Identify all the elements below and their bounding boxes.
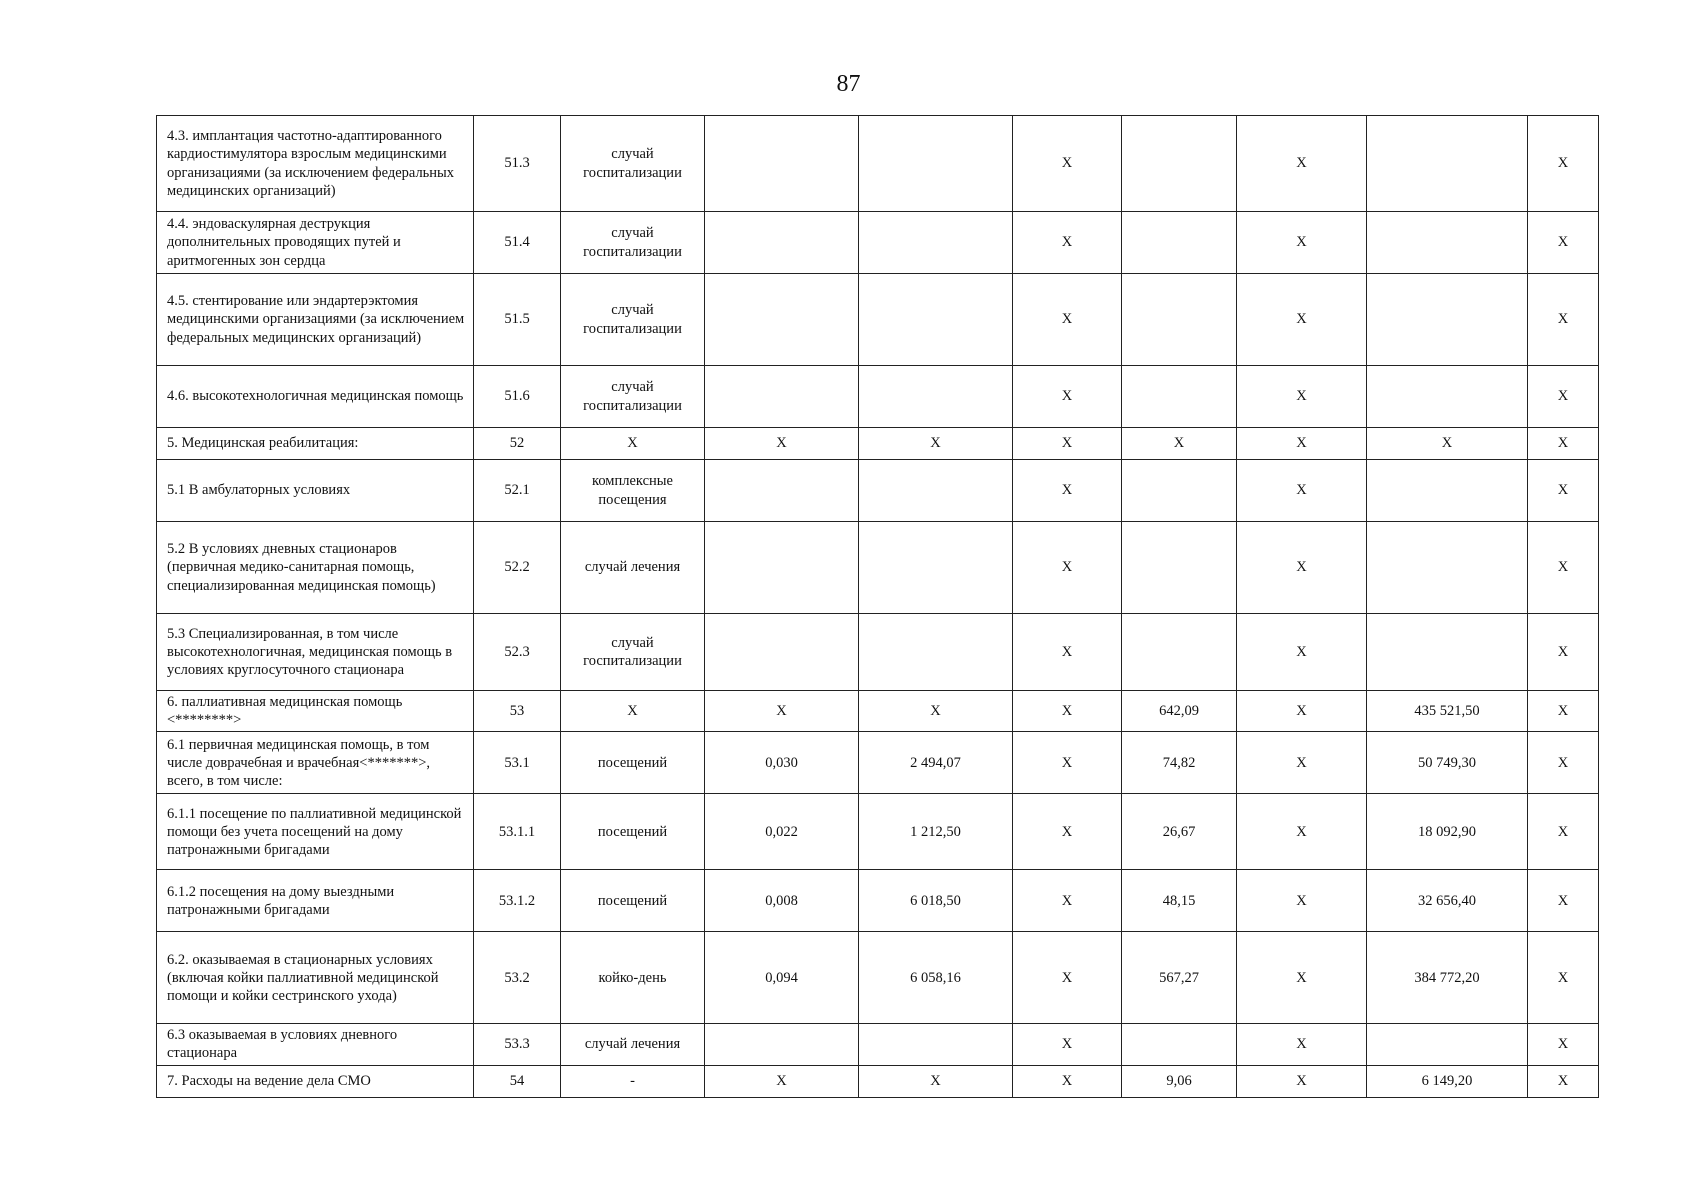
col5-cell: 1 212,50 bbox=[859, 794, 1013, 870]
line-number-cell: 53 bbox=[474, 691, 561, 732]
col5-cell: 2 494,07 bbox=[859, 732, 1013, 794]
col6-cell: X bbox=[1013, 522, 1122, 614]
col9-cell: 32 656,40 bbox=[1367, 870, 1528, 932]
unit-cell: посещений bbox=[561, 732, 705, 794]
row-name-cell: 4.4. эндоваскулярная деструкция дополнительных проводящих путей и аритмогенных зон сердца bbox=[157, 212, 474, 274]
table-row bbox=[157, 870, 1599, 932]
col6-cell: X bbox=[1013, 1024, 1122, 1065]
col8-cell: X bbox=[1237, 1065, 1367, 1097]
table-row bbox=[157, 116, 1599, 212]
table-row bbox=[157, 212, 1599, 274]
col5-cell: 6 018,50 bbox=[859, 870, 1013, 932]
unit-cell: случай госпитализации bbox=[561, 274, 705, 366]
col6-cell: X bbox=[1013, 932, 1122, 1024]
col5-cell bbox=[859, 366, 1013, 428]
col8-cell: X bbox=[1237, 794, 1367, 870]
row-name-cell: 4.6. высокотехнологичная медицинская помощь bbox=[157, 366, 474, 428]
col4-cell bbox=[705, 460, 859, 522]
col4-cell: 0,008 bbox=[705, 870, 859, 932]
col4-cell bbox=[705, 212, 859, 274]
col5-cell: X bbox=[859, 1065, 1013, 1097]
table-row bbox=[157, 732, 1599, 794]
line-number-cell: 53.1 bbox=[474, 732, 561, 794]
col8-cell: X bbox=[1237, 428, 1367, 460]
table-row bbox=[157, 614, 1599, 691]
col8-cell: X bbox=[1237, 212, 1367, 274]
col4-cell: X bbox=[705, 1065, 859, 1097]
col10-cell: X bbox=[1528, 614, 1599, 691]
col9-cell: X bbox=[1367, 428, 1528, 460]
table-row bbox=[157, 274, 1599, 366]
col5-cell bbox=[859, 522, 1013, 614]
line-number-cell: 51.4 bbox=[474, 212, 561, 274]
col10-cell: X bbox=[1528, 1024, 1599, 1065]
col9-cell bbox=[1367, 274, 1528, 366]
unit-cell: случай лечения bbox=[561, 522, 705, 614]
col9-cell bbox=[1367, 614, 1528, 691]
col7-cell: X bbox=[1122, 428, 1237, 460]
col8-cell: X bbox=[1237, 522, 1367, 614]
line-number-cell: 51.3 bbox=[474, 116, 561, 212]
row-name-cell: 5.2 В условиях дневных стационаров (первичная медико-санитарная помощь, специализированная медицинская помощь) bbox=[157, 522, 474, 614]
col8-cell: X bbox=[1237, 932, 1367, 1024]
col9-cell bbox=[1367, 522, 1528, 614]
col7-cell bbox=[1122, 460, 1237, 522]
col7-cell bbox=[1122, 212, 1237, 274]
table-row bbox=[157, 522, 1599, 614]
col9-cell: 18 092,90 bbox=[1367, 794, 1528, 870]
col6-cell: X bbox=[1013, 614, 1122, 691]
table-row bbox=[157, 366, 1599, 428]
line-number-cell: 52.1 bbox=[474, 460, 561, 522]
col5-cell: X bbox=[859, 428, 1013, 460]
col9-cell: 6 149,20 bbox=[1367, 1065, 1528, 1097]
col5-cell: 6 058,16 bbox=[859, 932, 1013, 1024]
col7-cell: 26,67 bbox=[1122, 794, 1237, 870]
table-row bbox=[157, 428, 1599, 460]
col10-cell: X bbox=[1528, 274, 1599, 366]
col8-cell: X bbox=[1237, 1024, 1367, 1065]
col5-cell bbox=[859, 116, 1013, 212]
col9-cell bbox=[1367, 460, 1528, 522]
col4-cell bbox=[705, 614, 859, 691]
col5-cell bbox=[859, 1024, 1013, 1065]
col10-cell: X bbox=[1528, 794, 1599, 870]
col9-cell bbox=[1367, 212, 1528, 274]
page-number: 87 bbox=[836, 71, 861, 97]
col4-cell: X bbox=[705, 428, 859, 460]
row-name-cell: 6.2. оказываемая в стационарных условиях (включая койки паллиативной медицинской помощи и койки сестринского ухода) bbox=[157, 932, 474, 1024]
table-row bbox=[157, 1024, 1599, 1065]
col7-cell: 74,82 bbox=[1122, 732, 1237, 794]
col5-cell bbox=[859, 460, 1013, 522]
col10-cell: X bbox=[1528, 460, 1599, 522]
row-name-cell: 6. паллиативная медицинская помощь <********> bbox=[157, 691, 474, 732]
col6-cell: X bbox=[1013, 116, 1122, 212]
row-name-cell: 5.1 В амбулаторных условиях bbox=[157, 460, 474, 522]
col9-cell: 384 772,20 bbox=[1367, 932, 1528, 1024]
col10-cell: X bbox=[1528, 691, 1599, 732]
row-name-cell: 4.3. имплантация частотно-адаптированного кардиостимулятора взрослым медицинскими организациями (за исключением федеральных медицинских организаций) bbox=[157, 116, 474, 212]
col6-cell: X bbox=[1013, 274, 1122, 366]
unit-cell: посещений bbox=[561, 870, 705, 932]
col6-cell: X bbox=[1013, 794, 1122, 870]
col9-cell bbox=[1367, 1024, 1528, 1065]
row-name-cell: 5.3 Специализированная, в том числе высокотехнологичная, медицинская помощь в условиях круглосуточного стационара bbox=[157, 614, 474, 691]
col10-cell: X bbox=[1528, 428, 1599, 460]
col8-cell: X bbox=[1237, 870, 1367, 932]
col7-cell: 567,27 bbox=[1122, 932, 1237, 1024]
col7-cell bbox=[1122, 522, 1237, 614]
col6-cell: X bbox=[1013, 870, 1122, 932]
col6-cell: X bbox=[1013, 691, 1122, 732]
unit-cell: - bbox=[561, 1065, 705, 1097]
col9-cell bbox=[1367, 116, 1528, 212]
line-number-cell: 52.2 bbox=[474, 522, 561, 614]
col8-cell: X bbox=[1237, 732, 1367, 794]
col9-cell bbox=[1367, 366, 1528, 428]
row-name-cell: 6.1.1 посещение по паллиативной медицинской помощи без учета посещений на дому патронажными бригадами bbox=[157, 794, 474, 870]
unit-cell: койко-день bbox=[561, 932, 705, 1024]
line-number-cell: 53.1.1 bbox=[474, 794, 561, 870]
unit-cell: случай госпитализации bbox=[561, 212, 705, 274]
col4-cell bbox=[705, 1024, 859, 1065]
unit-cell: комплексные посещения bbox=[561, 460, 705, 522]
table-row bbox=[157, 691, 1599, 732]
col7-cell bbox=[1122, 1024, 1237, 1065]
col8-cell: X bbox=[1237, 691, 1367, 732]
line-number-cell: 52.3 bbox=[474, 614, 561, 691]
col8-cell: X bbox=[1237, 274, 1367, 366]
unit-cell: случай госпитализации bbox=[561, 366, 705, 428]
col5-cell bbox=[859, 614, 1013, 691]
col10-cell: X bbox=[1528, 522, 1599, 614]
col6-cell: X bbox=[1013, 460, 1122, 522]
col6-cell: X bbox=[1013, 366, 1122, 428]
row-name-cell: 7. Расходы на ведение дела СМО bbox=[157, 1065, 474, 1097]
col7-cell bbox=[1122, 614, 1237, 691]
col4-cell: X bbox=[705, 691, 859, 732]
col6-cell: X bbox=[1013, 1065, 1122, 1097]
unit-cell: случай госпитализации bbox=[561, 116, 705, 212]
col8-cell: X bbox=[1237, 614, 1367, 691]
row-name-cell: 6.1 первичная медицинская помощь, в том числе доврачебная и врачебная<*******>, всего, в том числе: bbox=[157, 732, 474, 794]
line-number-cell: 52 bbox=[474, 428, 561, 460]
unit-cell: X bbox=[561, 428, 705, 460]
col5-cell: X bbox=[859, 691, 1013, 732]
line-number-cell: 54 bbox=[474, 1065, 561, 1097]
col4-cell: 0,030 bbox=[705, 732, 859, 794]
col7-cell bbox=[1122, 274, 1237, 366]
col4-cell: 0,022 bbox=[705, 794, 859, 870]
table-row bbox=[157, 794, 1599, 870]
col10-cell: X bbox=[1528, 932, 1599, 1024]
col10-cell: X bbox=[1528, 212, 1599, 274]
col4-cell bbox=[705, 116, 859, 212]
table-row bbox=[157, 460, 1599, 522]
col10-cell: X bbox=[1528, 732, 1599, 794]
col4-cell bbox=[705, 522, 859, 614]
col7-cell bbox=[1122, 116, 1237, 212]
col6-cell: X bbox=[1013, 428, 1122, 460]
line-number-cell: 53.3 bbox=[474, 1024, 561, 1065]
unit-cell: посещений bbox=[561, 794, 705, 870]
row-name-cell: 6.1.2 посещения на дому выездными патронажными бригадами bbox=[157, 870, 474, 932]
col10-cell: X bbox=[1528, 116, 1599, 212]
unit-cell: случай лечения bbox=[561, 1024, 705, 1065]
col9-cell: 50 749,30 bbox=[1367, 732, 1528, 794]
table-row bbox=[157, 932, 1599, 1024]
col9-cell: 435 521,50 bbox=[1367, 691, 1528, 732]
line-number-cell: 53.2 bbox=[474, 932, 561, 1024]
col7-cell: 48,15 bbox=[1122, 870, 1237, 932]
unit-cell: случай госпитализации bbox=[561, 614, 705, 691]
unit-cell: X bbox=[561, 691, 705, 732]
line-number-cell: 51.5 bbox=[474, 274, 561, 366]
col8-cell: X bbox=[1237, 366, 1367, 428]
row-name-cell: 6.3 оказываемая в условиях дневного стационара bbox=[157, 1024, 474, 1065]
col10-cell: X bbox=[1528, 870, 1599, 932]
col7-cell bbox=[1122, 366, 1237, 428]
line-number-cell: 53.1.2 bbox=[474, 870, 561, 932]
program-table bbox=[156, 115, 1599, 1098]
col10-cell: X bbox=[1528, 366, 1599, 428]
col7-cell: 642,09 bbox=[1122, 691, 1237, 732]
col4-cell bbox=[705, 274, 859, 366]
col8-cell: X bbox=[1237, 116, 1367, 212]
col7-cell: 9,06 bbox=[1122, 1065, 1237, 1097]
col8-cell: X bbox=[1237, 460, 1367, 522]
col6-cell: X bbox=[1013, 212, 1122, 274]
table-row bbox=[157, 1065, 1599, 1097]
line-number-cell: 51.6 bbox=[474, 366, 561, 428]
col10-cell: X bbox=[1528, 1065, 1599, 1097]
col5-cell bbox=[859, 212, 1013, 274]
col4-cell bbox=[705, 366, 859, 428]
col5-cell bbox=[859, 274, 1013, 366]
col6-cell: X bbox=[1013, 732, 1122, 794]
row-name-cell: 5. Медицинская реабилитация: bbox=[157, 428, 474, 460]
col4-cell: 0,094 bbox=[705, 932, 859, 1024]
row-name-cell: 4.5. стентирование или эндартерэктомия медицинскими организациями (за исключением федеральных медицинских организаций) bbox=[157, 274, 474, 366]
